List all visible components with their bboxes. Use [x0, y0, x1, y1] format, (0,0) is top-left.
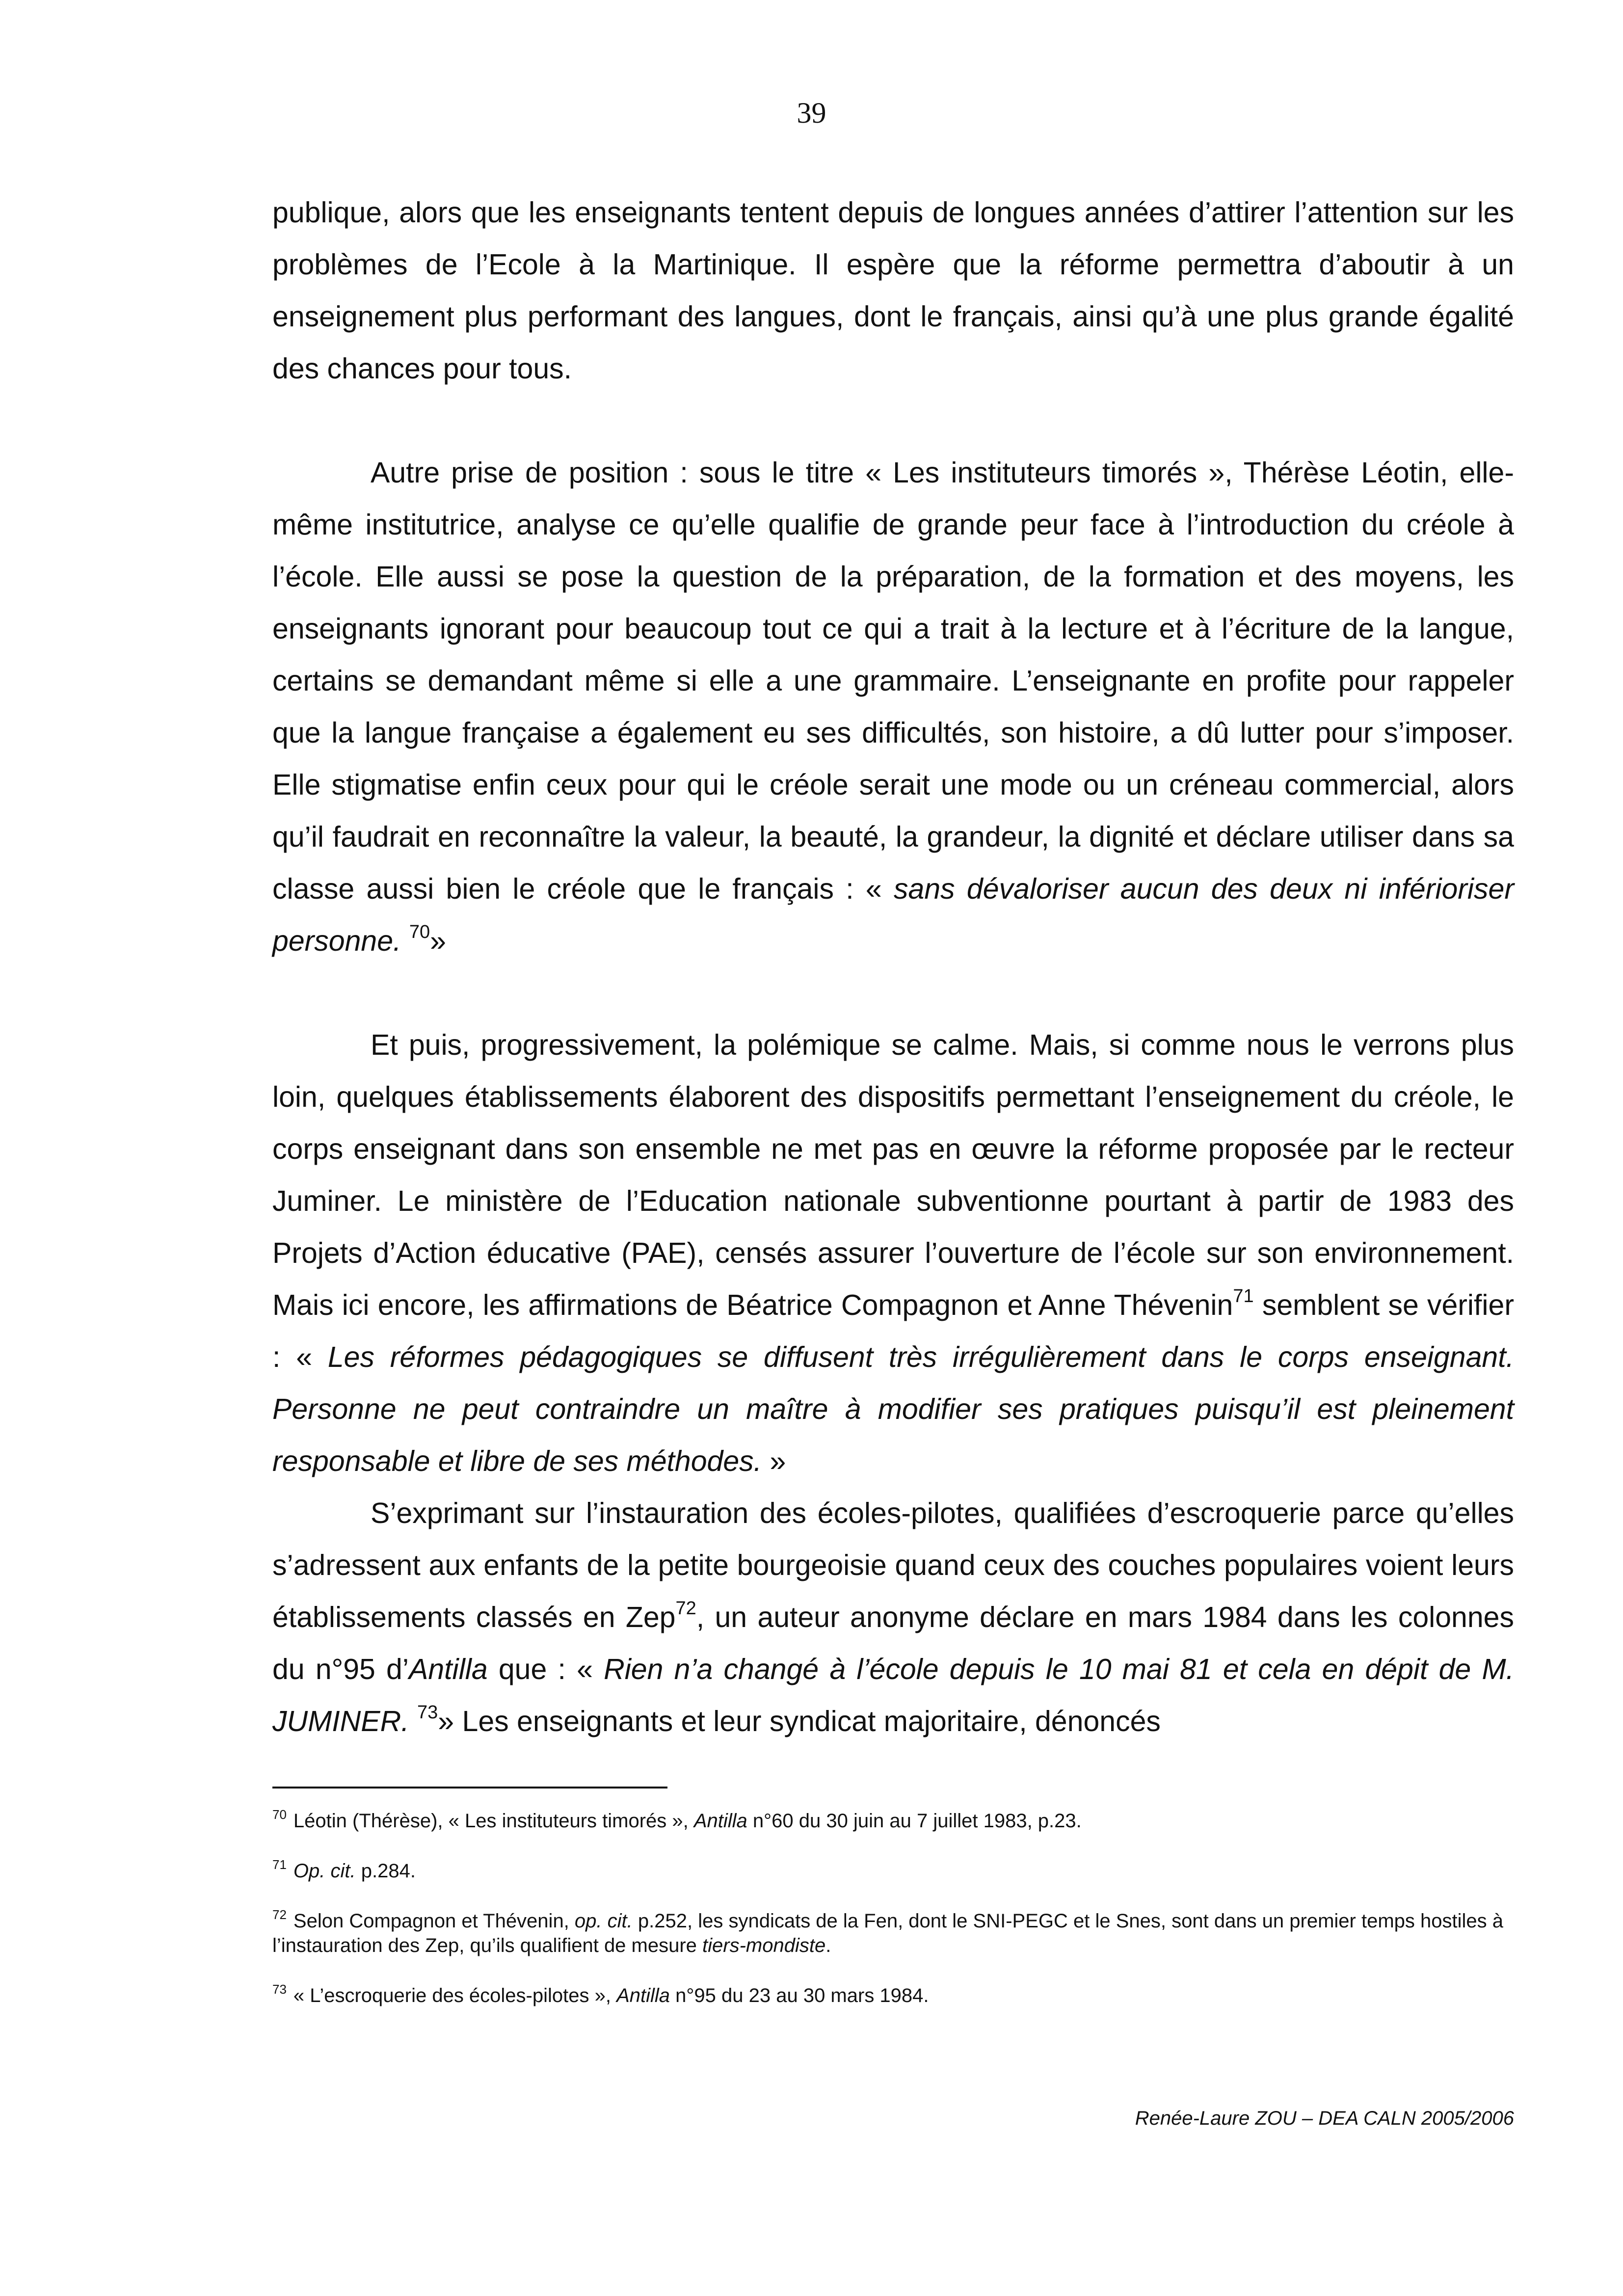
paragraph-text: S’exprimant sur l’instauration des écoles-pilotes, qualifiées d’escroquerie parce qu’elles s’adressent aux enfants de la petite bourgeoisie quand ceux des couches populaires voient leurs établissements classés en Zep — [272, 1497, 1514, 1633]
page-footer: Renée-Laure ZOU – DEA CALN 2005/2006 — [1135, 2108, 1514, 2129]
footnote-number: 70 — [272, 1807, 287, 1822]
quote-italic: sans dévaloriser aucun des deux ni inférioriser personne. — [272, 873, 1515, 957]
footnote-72 — [272, 1909, 1514, 1958]
body-text — [272, 187, 1514, 1747]
footnote-text: p.252, les syndicats de la Fen, dont le SNI-PEGC et le Snes, sont dans un premier temps hostiles à l’instauration des Zep, qu’ils qualifient de mesure — [272, 1910, 1504, 1956]
footnote-text: Léotin (Thérèse), « Les instituteurs timorés », — [293, 1810, 694, 1832]
paragraph-text: publique, alors que les enseignants tentent depuis de longues années d’attirer l’attention sur les problèmes de l’Ecole à la Martinique. Il espère que la réforme permettra d’aboutir à un enseignement plus performant des langues, dont le français, ainsi qu’à une plus grande égalité des chances pour tous. — [272, 196, 1514, 385]
footnote-text: . — [825, 1935, 831, 1956]
quote-italic: Les réformes pédagogiques se diffusent très irrégulièrement dans le corps enseignant. Personne ne peut contraindre un maître à modifier ses pratiques puisqu’il est pleinement responsable et libre de ses méthodes. — [272, 1341, 1514, 1477]
paragraph-text: » Les enseignants et leur syndicat majoritaire, dénoncés — [438, 1705, 1161, 1737]
spacer-text — [401, 925, 409, 957]
paragraph-text: , un auteur anonyme déclare en mars 1984 dans les colonnes du n°95 d’ — [272, 1601, 1514, 1685]
footnote-text: « L’escroquerie des écoles-pilotes », — [293, 1985, 617, 2006]
journal-title: Antilla — [693, 1810, 747, 1832]
footnote-number: 73 — [272, 1982, 287, 1997]
spacer-text — [409, 1705, 417, 1737]
footnote-ref-73[interactable]: 73 — [417, 1702, 438, 1723]
footnote-text: n°60 du 30 juin au 7 juillet 1983, p.23. — [747, 1810, 1082, 1832]
footnote-71 — [272, 1859, 1514, 1883]
paragraph-text: que : « — [487, 1653, 604, 1685]
closing-quote: » — [430, 925, 446, 957]
footnote-ref-71[interactable]: 71 — [1233, 1286, 1254, 1307]
footnote-73 — [272, 1983, 1514, 2008]
footnote-number: 71 — [272, 1857, 287, 1872]
paragraph-3 — [272, 1019, 1514, 1487]
paragraph-text: Autre prise de position : sous le titre « Les instituteurs timorés », Thérèse Léotin, elle-même institutrice, analyse ce qu’elle qualifie de grande peur face à l’introduction du créole à l’école. Elle aussi se pose la question de la préparation, de la formation et des moyens, les enseignants ignorant pour beaucoup tout ce qui a trait à la lecture et à l’écriture de la langue, certains se demandant même si elle a une grammaire. L’enseignante en profite pour rappeler que la langue française a également eu ses difficultés, son histoire, a dû lutter pour s’imposer. Elle stigmatise enfin ceux pour qui le créole serait une mode ou un créneau commercial, alors qu’il faudrait en reconnaître la valeur, la beauté, la grandeur, la dignité et déclare utiliser dans sa classe aussi bien le créole que le français : « — [272, 456, 1514, 905]
footnote-italic: Op. cit. — [293, 1860, 356, 1882]
paragraph-text: semblent se vérifier : « — [272, 1289, 1514, 1373]
footnote-separator — [272, 1787, 667, 1789]
footnote-text: p.284. — [355, 1860, 416, 1882]
closing-quote: » — [762, 1445, 786, 1477]
paragraph-2 — [272, 447, 1514, 967]
footnotes — [272, 1809, 1514, 2033]
footnote-ref-70[interactable]: 70 — [409, 922, 430, 942]
footnote-italic: op. cit. — [574, 1910, 633, 1932]
footnote-text: n°95 du 23 au 30 mars 1984. — [670, 1985, 929, 2006]
quote-italic: Rien n’a changé à l’école depuis le 10 mai 81 et cela en dépit de M. JUMINER. — [272, 1653, 1514, 1737]
journal-title: Antilla — [616, 1985, 670, 2006]
footnote-number: 72 — [272, 1907, 287, 1922]
footnote-ref-72[interactable]: 72 — [675, 1598, 696, 1619]
paragraph-4 — [272, 1487, 1514, 1747]
page-number: 39 — [797, 97, 826, 129]
paragraph-1 — [272, 187, 1514, 395]
paragraph-text: Et puis, progressivement, la polémique se calme. Mais, si comme nous le verrons plus loin, quelques établissements élaborent des dispositifs permettant l’enseignement du créole, le corps enseignant dans son ensemble ne met pas en œuvre la réforme proposée par le recteur Juminer. Le ministère de l’Education nationale subventionne pourtant à partir de 1983 des Projets d’Action éducative (PAE), censés assurer l’ouverture de l’école sur son environnement. Mais ici encore, les affirmations de Béatrice Compagnon et Anne Thévenin — [272, 1029, 1514, 1321]
footnote-italic: tiers-mondiste — [702, 1935, 826, 1956]
footnote-text: Selon Compagnon et Thévenin, — [293, 1910, 575, 1932]
journal-title: Antilla — [408, 1653, 488, 1685]
footnote-70 — [272, 1809, 1514, 1833]
